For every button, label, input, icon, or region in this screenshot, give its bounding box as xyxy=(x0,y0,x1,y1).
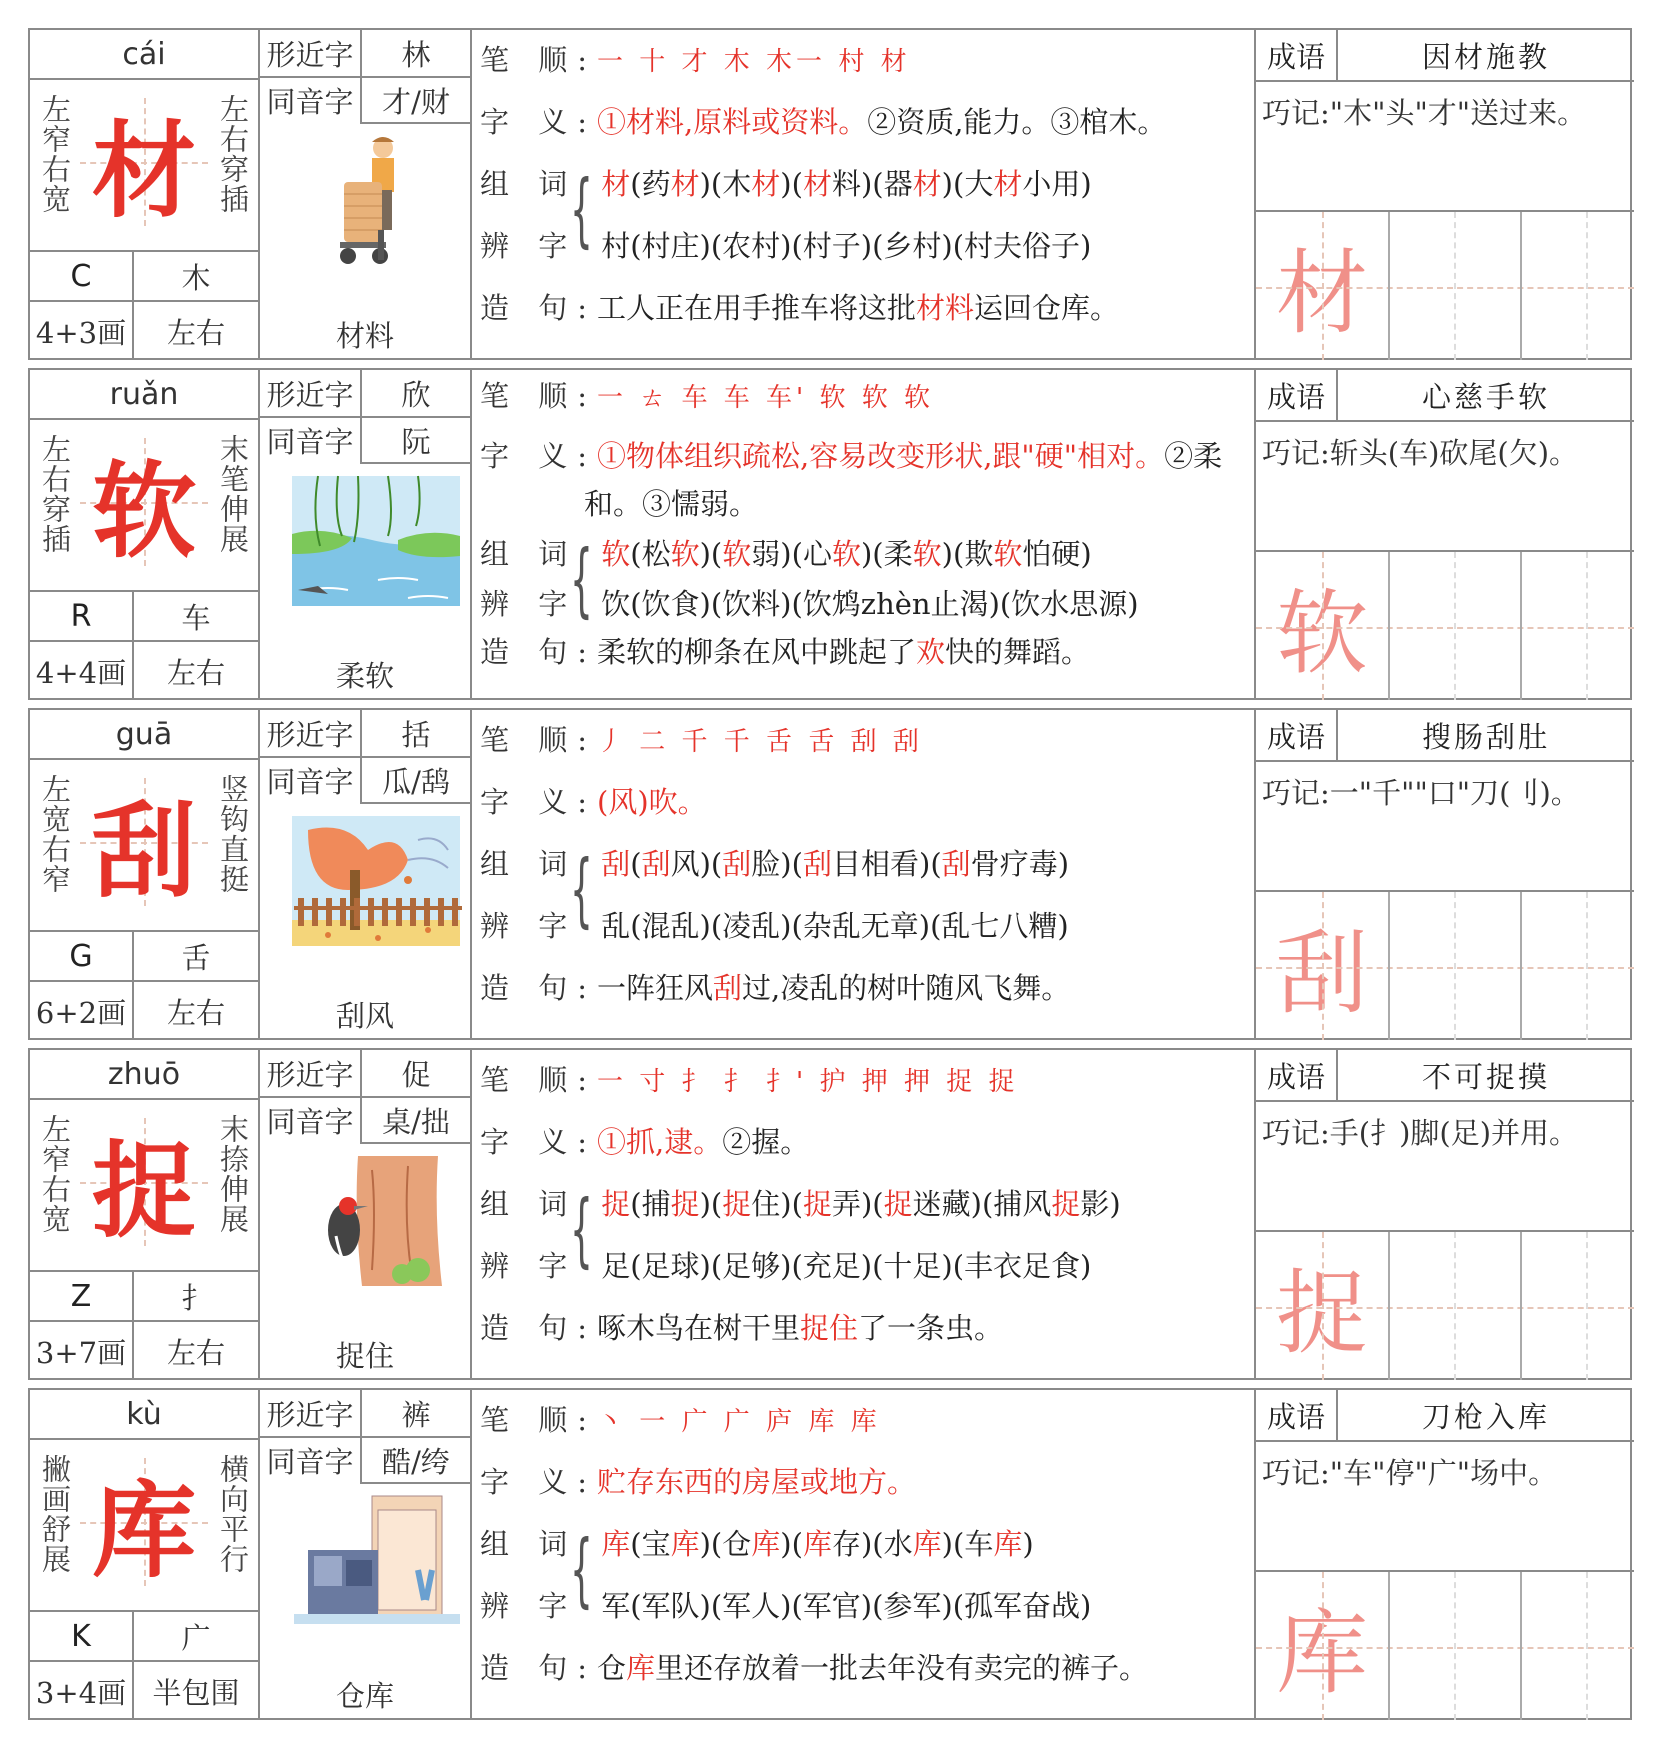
homophone-label: 同音字 xyxy=(260,1436,360,1482)
idiom: 刀枪入库 xyxy=(1336,1390,1634,1440)
details-column xyxy=(470,30,1254,360)
brace: { xyxy=(570,1183,593,1276)
radical: 舌 xyxy=(132,930,258,980)
homophone-chars: 酷/绔 xyxy=(360,1436,470,1482)
picture-caption: 仓库 xyxy=(335,1678,394,1713)
idiom: 不可捉摸 xyxy=(1336,1050,1634,1100)
right-writing-note: 左右穿插 xyxy=(216,94,250,214)
structure: 左右 xyxy=(132,1320,258,1380)
char-box xyxy=(30,1438,258,1610)
memory-tip: 巧记:一"千""口"刀(刂)。 xyxy=(1256,760,1634,890)
picture-caption: 捉住 xyxy=(335,1338,394,1373)
info-column xyxy=(258,370,470,700)
initial-letter: K xyxy=(30,1610,132,1660)
willow-river-illustration xyxy=(288,470,466,620)
memory-tip: 巧记:手(扌)脚(足)并用。 xyxy=(1256,1100,1634,1230)
homophone-chars: 才/财 xyxy=(360,76,470,122)
initial-letter: R xyxy=(30,590,132,640)
stroke-count: 3+7画 xyxy=(30,1320,132,1380)
picture-area xyxy=(360,802,470,804)
windy-tree-illustration xyxy=(288,810,466,960)
big-char-grid xyxy=(80,438,208,572)
distinguish-chars: 辨 字 饮(饮食)(饮料)(饮鸩zhèn止渴)(饮水思源) xyxy=(480,587,1139,621)
character-card xyxy=(28,1048,1632,1380)
details-column xyxy=(470,370,1254,700)
big-character: 捉 xyxy=(91,1129,196,1252)
char-box xyxy=(30,1098,258,1270)
homophone-chars: 桌/拙 xyxy=(360,1096,470,1142)
details-column xyxy=(470,1390,1254,1720)
idiom-column xyxy=(1254,30,1632,360)
word-group: 组 词 软(松软)(软弱)(心软)(柔软)(欺软怕硬) xyxy=(480,537,1092,571)
initial-letter: G xyxy=(30,930,132,980)
idiom-label: 成语 xyxy=(1266,1399,1325,1434)
stroke-count: 4+3画 xyxy=(30,300,132,360)
practice-grid xyxy=(1256,210,1634,360)
homophone-chars: 瓜/鸹 xyxy=(360,756,470,802)
idiom-column xyxy=(1254,370,1632,700)
homophone-label: 同音字 xyxy=(260,416,360,462)
brace: { xyxy=(570,843,593,936)
practice-character: 捉 xyxy=(1275,1260,1368,1367)
stroke-order: 笔 顺:一 寸 扌 扌 扌' 护 押 押 捉 捉 xyxy=(480,1063,1019,1097)
similar-char: 欣 xyxy=(360,370,470,416)
radical: 扌 xyxy=(132,1270,258,1320)
structure: 半包围 xyxy=(132,1660,258,1720)
practice-grid xyxy=(1256,1570,1634,1720)
practice-character: 材 xyxy=(1275,240,1368,347)
similar-char: 促 xyxy=(360,1050,470,1096)
similar-char: 裤 xyxy=(360,1390,470,1436)
right-writing-note: 末捺伸展 xyxy=(216,1114,250,1234)
character-card xyxy=(28,368,1632,700)
practice-grid xyxy=(1256,550,1634,700)
brace: { xyxy=(570,1523,593,1616)
picture-area xyxy=(360,122,470,124)
picture-caption: 材料 xyxy=(335,318,394,353)
character-card xyxy=(28,1388,1632,1720)
practice-character: 软 xyxy=(1275,580,1368,687)
idiom-column xyxy=(1254,1390,1632,1720)
idiom: 心慈手软 xyxy=(1336,370,1634,420)
idiom-label: 成语 xyxy=(1266,719,1325,754)
big-character: 软 xyxy=(91,449,196,572)
distinguish-chars: 辨 字 足(足球)(足够)(充足)(十足)(丰衣足食) xyxy=(480,1249,1092,1283)
example-sentence: 造 句:柔软的柳条在风中跳起了欢快的舞蹈。 xyxy=(480,635,1091,669)
homophone-label: 同音字 xyxy=(260,76,360,122)
radical: 车 xyxy=(132,590,258,640)
stroke-order: 笔 顺:丶 一 广 广 庐 库 库 xyxy=(480,1403,881,1437)
big-char-grid xyxy=(80,1118,208,1252)
right-writing-note: 横向平行 xyxy=(216,1454,250,1574)
example-sentence: 造 句:工人正在用手推车将这批材料运回仓库。 xyxy=(480,291,1120,325)
radical: 广 xyxy=(132,1610,258,1660)
example-sentence: 造 句:一阵狂风刮过,凌乱的树叶随风飞舞。 xyxy=(480,971,1071,1005)
distinguish-chars: 辨 字 村(村庄)(农村)(村子)(乡村)(村夫俗子) xyxy=(480,229,1092,263)
details-column xyxy=(470,1050,1254,1380)
stroke-order: 笔 顺:丿 二 千 千 舌 舌 刮 刮 xyxy=(480,723,923,757)
idiom: 因材施教 xyxy=(1336,30,1634,80)
left-writing-note: 左窄右宽 xyxy=(38,94,72,214)
practice-character: 刮 xyxy=(1275,920,1368,1027)
memory-tip: 巧记:斩头(车)砍尾(欠)。 xyxy=(1256,420,1634,550)
distinguish-chars: 辨 字 军(军队)(军人)(军官)(参军)(孤军奋战) xyxy=(480,1589,1092,1623)
brace: { xyxy=(570,533,593,626)
idiom: 搜肠刮肚 xyxy=(1336,710,1634,760)
meaning: 字 义:①材料,原料或资料。②资质,能力。③棺木。 xyxy=(480,105,1167,139)
structure: 左右 xyxy=(132,640,258,700)
picture-area xyxy=(360,1142,470,1144)
practice-grid xyxy=(1256,1230,1634,1380)
big-char-grid xyxy=(80,98,208,232)
info-column xyxy=(258,30,470,360)
picture-caption: 刮风 xyxy=(335,998,394,1033)
example-sentence: 造 句:啄木鸟在树干里捉住了一条虫。 xyxy=(480,1311,1004,1345)
pinyin: cái xyxy=(122,36,166,72)
similar-char: 括 xyxy=(360,710,470,756)
structure: 左右 xyxy=(132,980,258,1040)
char-box xyxy=(30,758,258,930)
stroke-count: 4+4画 xyxy=(30,640,132,700)
character-card xyxy=(28,28,1632,360)
right-writing-note: 竖钩直挺 xyxy=(216,774,250,894)
brace: { xyxy=(570,163,593,256)
meaning: 字 义:(风)吹。 xyxy=(480,785,707,819)
radical: 木 xyxy=(132,250,258,300)
left-writing-note: 撇画舒展 xyxy=(38,1454,72,1574)
memory-tip: 巧记:"木"头"才"送过来。 xyxy=(1256,80,1634,210)
homophone-chars: 阮 xyxy=(360,416,470,462)
idiom-column xyxy=(1254,1050,1632,1380)
pinyin: kù xyxy=(126,1396,162,1432)
big-char-grid xyxy=(80,1458,208,1592)
pinyin: guā xyxy=(115,716,173,752)
idiom-label: 成语 xyxy=(1266,379,1325,414)
picture-area xyxy=(360,462,470,464)
big-character: 材 xyxy=(91,109,196,232)
word-group: 组 词 库(宝库)(仓库)(库存)(水库)(车库) xyxy=(480,1527,1034,1561)
info-column xyxy=(258,1390,470,1720)
idiom-column xyxy=(1254,710,1632,1040)
char-box xyxy=(30,418,258,590)
big-char-grid xyxy=(80,778,208,912)
practice-character: 库 xyxy=(1275,1600,1368,1707)
big-character: 刮 xyxy=(91,789,196,912)
example-sentence: 造 句:仓库里还存放着一批去年没有卖完的裤子。 xyxy=(480,1651,1149,1685)
info-column xyxy=(258,710,470,1040)
idiom-label: 成语 xyxy=(1266,39,1325,74)
similar-label: 形近字 xyxy=(266,1397,354,1432)
stroke-count: 3+4画 xyxy=(30,1660,132,1720)
left-writing-note: 左宽右窄 xyxy=(38,774,72,894)
stroke-order: 笔 顺:一 十 才 木 木一 村 材 xyxy=(480,43,911,77)
similar-label: 形近字 xyxy=(266,377,354,412)
word-group: 组 词 捉(捕捉)(捉住)(捉弄)(捉迷藏)(捕风捉影) xyxy=(480,1187,1121,1221)
homophone-label: 同音字 xyxy=(260,756,360,802)
woodpecker-illustration xyxy=(288,1150,466,1300)
character-card xyxy=(28,708,1632,1040)
similar-label: 形近字 xyxy=(266,1057,354,1092)
pinyin: ruǎn xyxy=(109,376,179,412)
word-group: 组 词 刮(刮风)(刮脸)(刮目相看)(刮骨疗毒) xyxy=(480,847,1070,881)
picture-area xyxy=(360,1482,470,1484)
right-writing-note: 末笔伸展 xyxy=(216,434,250,554)
warehouse-illustration xyxy=(288,1490,466,1640)
worker-cart-illustration xyxy=(288,130,466,280)
picture-caption: 柔软 xyxy=(335,658,394,693)
practice-grid xyxy=(1256,890,1634,1040)
meaning: 字 义:贮存东西的房屋或地方。 xyxy=(480,1465,917,1499)
meaning-line2: 和。③懦弱。 xyxy=(584,487,759,521)
stroke-order: 笔 顺:一 ㄊ 车 车 车' 软 软 软 xyxy=(480,379,935,413)
similar-char: 林 xyxy=(360,30,470,76)
char-box xyxy=(30,78,258,250)
info-column xyxy=(258,1050,470,1380)
left-writing-note: 左窄右宽 xyxy=(38,1114,72,1234)
left-writing-note: 左右穿插 xyxy=(38,434,72,554)
memory-tip: 巧记:"车"停"广"场中。 xyxy=(1256,1440,1634,1570)
idiom-label: 成语 xyxy=(1266,1059,1325,1094)
similar-label: 形近字 xyxy=(266,37,354,72)
distinguish-chars: 辨 字 乱(混乱)(凌乱)(杂乱无章)(乱七八糟) xyxy=(480,909,1069,943)
initial-letter: Z xyxy=(30,1270,132,1320)
initial-letter: C xyxy=(30,250,132,300)
meaning: 字 义:①物体组织疏松,容易改变形状,跟"硬"相对。②柔 xyxy=(480,439,1223,473)
word-group: 组 词 材(药材)(木材)(材料)(器材)(大材小用) xyxy=(480,167,1092,201)
big-character: 库 xyxy=(91,1469,196,1592)
meaning: 字 义:①抓,逮。②握。 xyxy=(480,1125,810,1159)
homophone-label: 同音字 xyxy=(260,1096,360,1142)
details-column xyxy=(470,710,1254,1040)
pinyin: zhuō xyxy=(107,1056,181,1092)
structure: 左右 xyxy=(132,300,258,360)
stroke-count: 6+2画 xyxy=(30,980,132,1040)
similar-label: 形近字 xyxy=(266,717,354,752)
